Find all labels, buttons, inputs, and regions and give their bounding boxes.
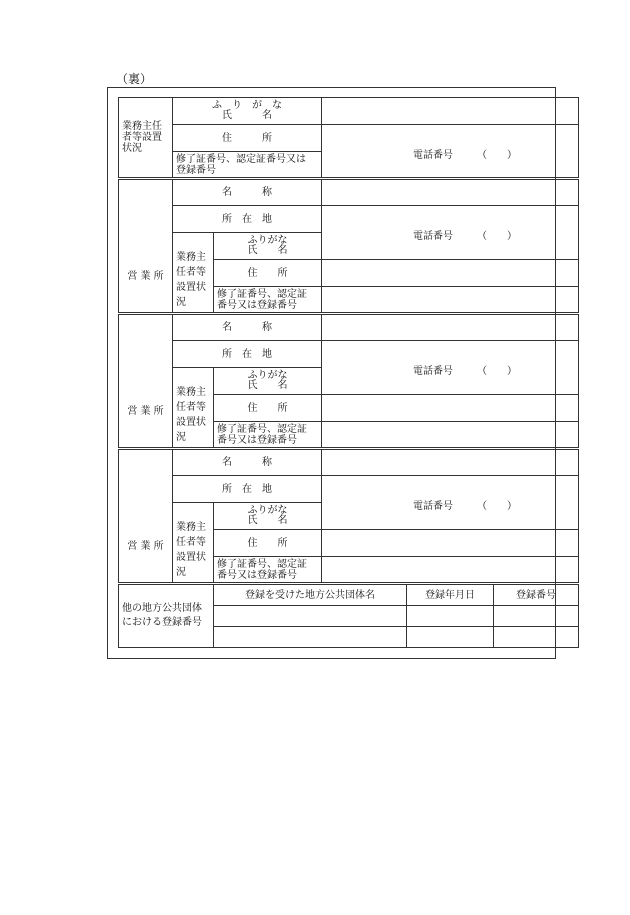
registration-form-back <box>118 97 579 648</box>
office-3-name-label: 名 称 <box>173 449 322 476</box>
office-3-manager-address-label: 住 所 <box>214 530 322 557</box>
office-2-name-field[interactable] <box>322 314 579 341</box>
office-1-manager-address-field[interactable] <box>322 260 579 287</box>
office-1-cert-label: 修了証番号、認定証 番号又は登録番号 <box>214 287 322 314</box>
header-registration-date: 登録年月日 <box>407 584 494 606</box>
phone-paren: （ ） <box>477 501 518 512</box>
office-1-name-field[interactable] <box>322 179 579 206</box>
office-3-title: 営 業 所 <box>119 449 173 584</box>
office-1-title: 営 業 所 <box>119 179 173 314</box>
office-3-manager-address-field[interactable] <box>322 530 579 557</box>
registration-date-field-2[interactable] <box>407 627 494 648</box>
office-3-location-field[interactable] <box>322 476 579 530</box>
office-1-manager-title: 業務主 任者等 設置状 況 <box>173 233 214 314</box>
office-1-manager-address-label: 住 所 <box>214 260 322 287</box>
office-3-location-label: 所 在 地 <box>173 476 322 503</box>
header-registration-number: 登録番号 <box>494 584 579 606</box>
office-3-cert-label: 修了証番号、認定証 番号又は登録番号 <box>214 557 322 584</box>
office-3-manager-title: 業務主 任者等 設置状 況 <box>173 503 214 584</box>
office-1-location-field[interactable] <box>322 206 579 260</box>
phone-label: 電話番号 <box>413 231 454 242</box>
phone-label: 電話番号 <box>413 149 454 161</box>
office-2-cert-label: 修了証番号、認定証 番号又は登録番号 <box>214 422 322 449</box>
office-2-name-label: 名 称 <box>173 314 322 341</box>
office-1-furigana-label: ふりがな 氏 名 <box>214 233 322 260</box>
office-3-furigana-label: ふりがな 氏 名 <box>214 503 322 530</box>
manager-address-label: 住 所 <box>173 125 322 152</box>
office-1-name-label: 名 称 <box>173 179 322 206</box>
office-2-manager-address-field[interactable] <box>322 395 579 422</box>
office-2-location-field[interactable] <box>322 341 579 395</box>
phone-paren: （ ） <box>477 231 518 242</box>
registration-number-field-2[interactable] <box>494 627 579 648</box>
office-3-cert-field[interactable] <box>322 557 579 584</box>
header-municipality: 登録を受けた地方公共団体名 <box>214 584 407 606</box>
phone-paren: （ ） <box>477 149 518 161</box>
manager-address-field[interactable] <box>322 125 579 179</box>
office-2-manager-title: 業務主 任者等 設置状 況 <box>173 368 214 449</box>
municipality-field-1[interactable] <box>214 606 407 627</box>
office-1-cert-field[interactable] <box>322 287 579 314</box>
office-1-location-label: 所 在 地 <box>173 206 322 233</box>
office-2-location-label: 所 在 地 <box>173 341 322 368</box>
furigana-name-label: ふ り が な 氏 名 <box>173 98 322 125</box>
manager-name-field[interactable] <box>322 98 579 125</box>
back-side-label: （裏） <box>116 72 153 86</box>
manager-section-title: 業務主任 者等設置 状況 <box>119 98 173 179</box>
office-2-cert-field[interactable] <box>322 422 579 449</box>
phone-paren: （ ） <box>477 366 518 377</box>
phone-label: 電話番号 <box>413 366 454 377</box>
phone-label: 電話番号 <box>413 501 454 512</box>
office-3-name-field[interactable] <box>322 449 579 476</box>
registration-date-field-1[interactable] <box>407 606 494 627</box>
office-2-title: 営 業 所 <box>119 314 173 449</box>
office-2-manager-address-label: 住 所 <box>214 395 322 422</box>
registration-number-field-1[interactable] <box>494 606 579 627</box>
cert-number-label: 修了証番号、認定証番号又は 登録番号 <box>173 152 322 179</box>
other-registration-title: 他の地方公共団体 における登録番号 <box>119 584 214 648</box>
municipality-field-2[interactable] <box>214 627 407 648</box>
office-2-furigana-label: ふりがな 氏 名 <box>214 368 322 395</box>
